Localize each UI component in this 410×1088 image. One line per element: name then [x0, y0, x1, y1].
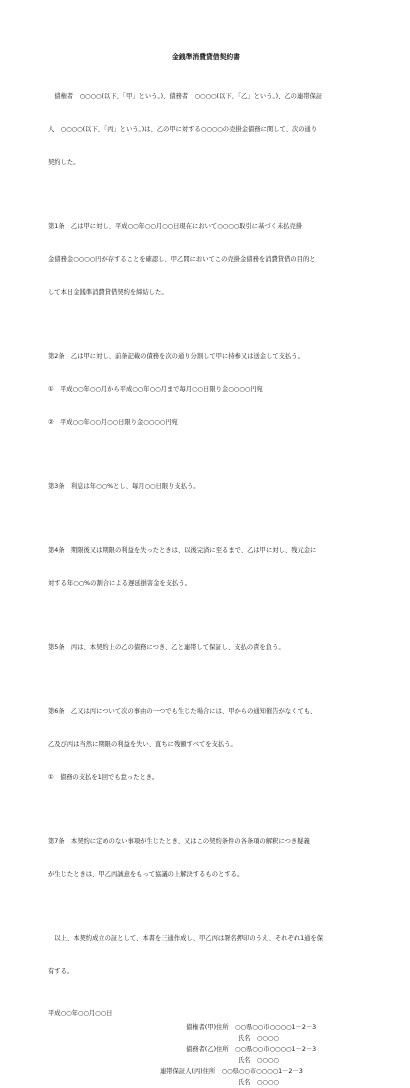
party-debtor — [48, 1044, 364, 1066]
party-name: 氏名 ○○○○ — [238, 1035, 279, 1042]
text-line: 金債務金○○○○円が存することを確認し、甲乙間においてこの売掛金債務を消費貸借の目的と — [48, 256, 316, 263]
text-line: 乙及び丙は当然に期限の利益を失い、直ちに残額すべてを支払う。 — [48, 741, 237, 748]
text-line: 第3条 利息は年○○%とし、毎月○○日限り支払う。 — [48, 483, 200, 490]
text-line: 第5条 丙は、本契約上の乙の債務につき、乙と連帯して保証し、支払の責を負う。 — [48, 644, 285, 651]
article-5 — [48, 620, 364, 675]
text-line: 対する年○○%の割合による遅延損害金を支払う。 — [48, 580, 191, 587]
text-line: 人 ○○○○(以下、「丙」という。)は、乙の甲に対する○○○○の売掛金債務に関して、次の通り — [48, 126, 318, 133]
article-6 — [48, 684, 364, 805]
article-3 — [48, 459, 364, 514]
text-line: 以上、本契約成立の証として、本書を三通作成し、甲乙丙は署名押印のうえ、それぞれ1通を保 — [48, 935, 324, 942]
preamble-paragraph — [48, 69, 364, 190]
text-line: 第1条 乙は甲に対し、平成○○年○○月○○日現在において○○○○取引に基づく未払売掛 — [48, 223, 303, 230]
party-name: 氏名 ○○○○ — [238, 1079, 279, 1086]
text-line: 第2条 乙は甲に対し、前条記載の債務を次の通り分割して甲に持参又は送金して支払う。 — [48, 353, 304, 360]
text-line: 第6条 乙又は丙について次の事由の一つでも生じた場合には、甲からの通知催告がなくても、 — [48, 708, 317, 715]
article-4 — [48, 523, 364, 611]
article-7 — [48, 814, 364, 902]
party-address: 債務者(乙)住所 ○○県○○市○○○○1－2－3 — [186, 1046, 317, 1053]
contract-date: 平成○○年○○月○○日 — [48, 1010, 113, 1017]
text-line: ① 債務の支払を1回でも怠ったとき。 — [48, 774, 159, 781]
party-guarantor — [48, 1066, 364, 1088]
party-address: 債権者(甲)住所 ○○県○○市○○○○1－2－3 — [186, 1024, 317, 1031]
party-creditor — [48, 1022, 364, 1044]
text-line: 契約した。 — [48, 159, 80, 166]
text-line: 有する。 — [48, 968, 74, 975]
text-line: して本日金銭準消費貸借契約を締結した。 — [48, 289, 168, 296]
text-line: ① 平成○○年○○月から平成○○年○○月まで毎月○○日限り金○○○○円宛 — [48, 386, 263, 393]
article-1 — [48, 199, 364, 320]
closing-paragraph — [48, 911, 364, 999]
text-line: が生じたときは、甲乙丙誠意をもって協議の上解決するものとする。 — [48, 871, 244, 878]
text-line: 債権者 ○○○○(以下、「甲」という。)、債務者 ○○○○(以下、「乙」という。)、乙の連帯保証 — [48, 93, 323, 100]
party-address: 連帯保証人(丙)住所 ○○県○○市○○○○1－2－3 — [160, 1068, 303, 1075]
text-line: 第7条 本契約に定めのない事項が生じたとき、又はこの契約条件の各条項の解釈につき疑義 — [48, 838, 310, 845]
document-title: 金銭準消費貸借契約書 — [172, 53, 240, 61]
text-line: ② 平成○○年○○月○○日限り金○○○○円宛 — [48, 419, 178, 426]
text-line: 第4条 期限後又は期限の利益を失ったときは、以後完済に至るまで、乙は甲に対し、残元金に — [48, 547, 317, 554]
article-2 — [48, 329, 364, 450]
party-name: 氏名 ○○○○ — [238, 1057, 279, 1064]
